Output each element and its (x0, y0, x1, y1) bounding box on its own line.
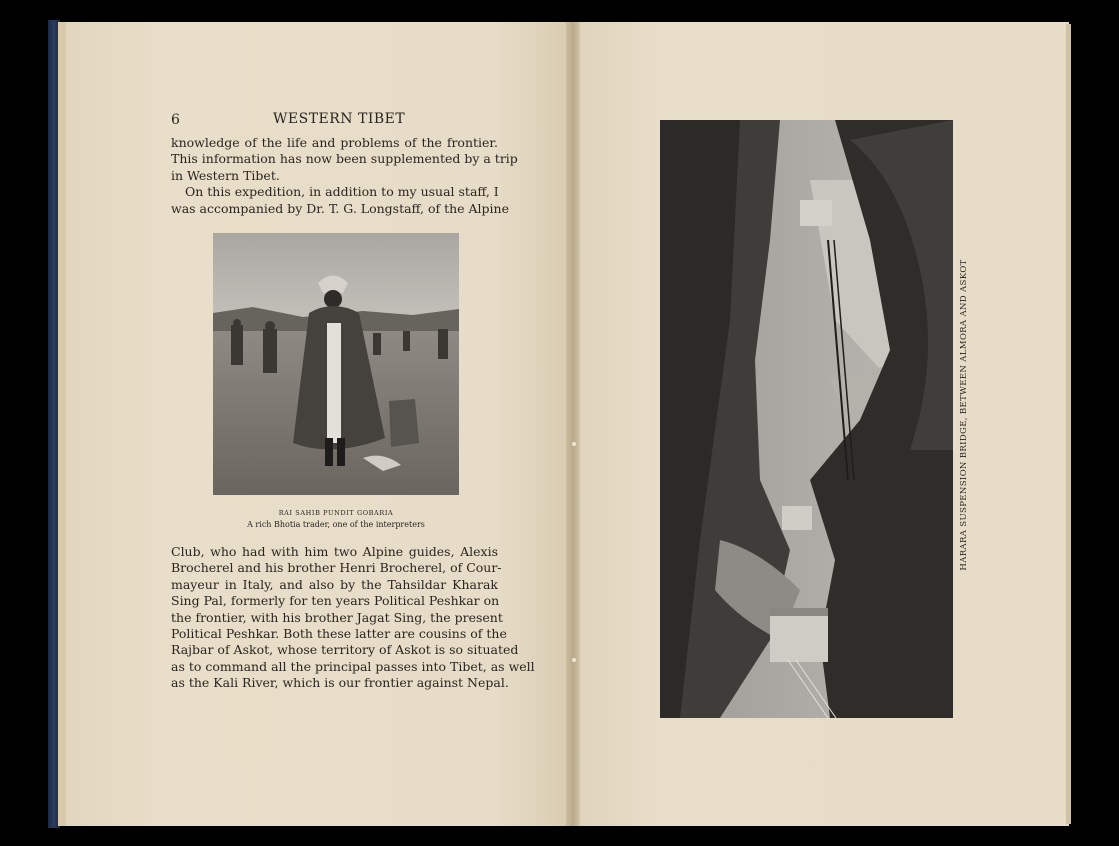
text-line: as the Kali River, which is our frontier against Nepal. (171, 675, 509, 691)
binding-stitch (572, 442, 576, 446)
running-title: WESTERN TIBET (273, 111, 406, 127)
photo-caption (200, 508, 472, 532)
bridge-photo-plate (660, 120, 953, 718)
plate-caption-text: HARARA SUSPENSION BRIDGE, BETWEEN ALMORA AND ASKOT (959, 259, 969, 571)
text-line: Political Peshkar. Both these latter are cousins of the (171, 626, 507, 642)
text-line: Rajbar of Askot, whose territory of Askot is so situated (171, 642, 519, 658)
text-line: This information has now been supplemented by a trip (171, 151, 518, 167)
text-line: as to command all the principal passes into Tibet, as well (171, 658, 535, 674)
text-line: was accompanied by Dr. T. G. Longstaff, of the Alpine (171, 200, 509, 216)
body-text-bottom (171, 544, 535, 692)
running-head (171, 111, 496, 131)
text-line: On this expedition, in addition to my usual staff, I (185, 184, 499, 200)
text-line: Brocherel and his brother Henri Brocherel, of Cour- (171, 560, 502, 576)
page-number: 6 (171, 112, 180, 128)
text-line: the frontier, with his brother Jagat Sing, the present (171, 609, 503, 625)
text-line: Sing Pal, formerly for ten years Political Peshkar on (171, 593, 500, 609)
caption-subtitle: A rich Bhotia trader, one of the interpreters (247, 520, 425, 529)
portrait-photo (213, 233, 459, 495)
plate-caption (956, 255, 972, 575)
binding-stitch (572, 658, 576, 662)
page-stack-right (1066, 24, 1071, 824)
text-line: mayeur in Italy, and also by the Tahsildar Kharak (171, 576, 498, 592)
caption-title: RAI SAHIB PUNDIT GOBARIA (278, 509, 394, 517)
body-text-top (171, 135, 518, 217)
text-line: in Western Tibet. (171, 167, 280, 183)
text-line: knowledge of the life and problems of the frontier. (171, 135, 498, 150)
text-line: Club, who had with him two Alpine guides, Alexis (171, 544, 498, 559)
